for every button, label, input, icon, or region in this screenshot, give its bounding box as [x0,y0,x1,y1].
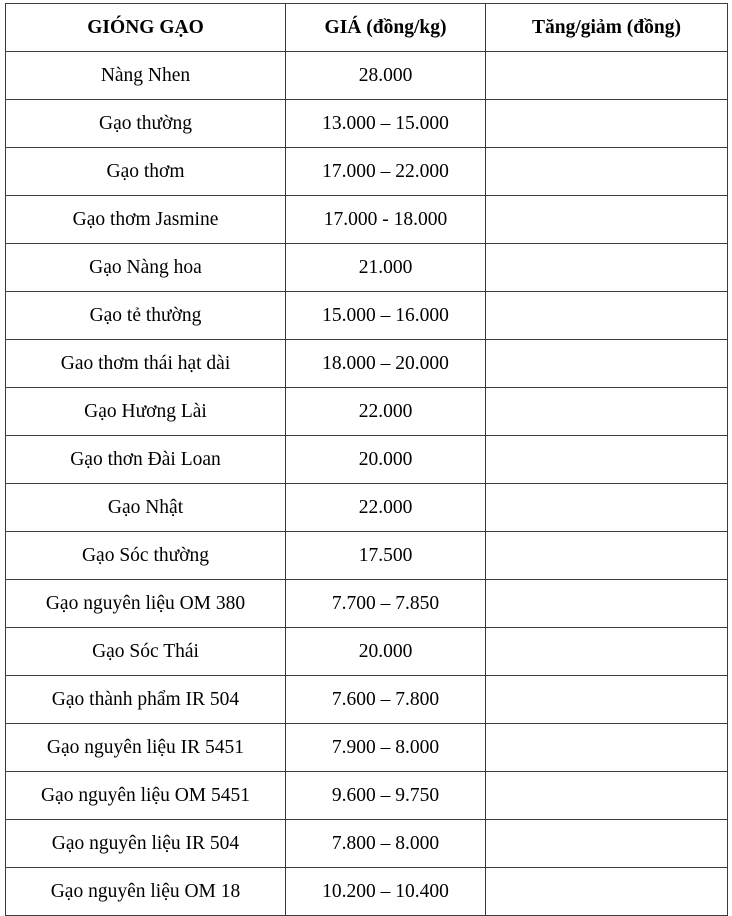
table-row [6,772,728,820]
cell-price: 13.000 – 15.000 [286,100,486,148]
cell-change [486,580,728,628]
table-row [6,580,728,628]
cell-rice-variety: Gạo thơm Jasmine [6,196,286,244]
cell-price: 20.000 [286,436,486,484]
cell-price: 17.500 [286,532,486,580]
cell-price: 7.600 – 7.800 [286,676,486,724]
cell-change [486,628,728,676]
cell-change [486,676,728,724]
cell-rice-variety: Gạo nguyên liệu OM 380 [6,580,286,628]
table-row [6,820,728,868]
table-row [6,388,728,436]
table-row [6,724,728,772]
cell-change [486,868,728,916]
cell-price: 17.000 - 18.000 [286,196,486,244]
table-row [6,52,728,100]
rice-price-table [5,3,728,916]
column-header-change: Tăng/giảm (đồng) [486,4,728,52]
cell-rice-variety: Gạo Sóc thường [6,532,286,580]
cell-price: 20.000 [286,628,486,676]
table-row [6,484,728,532]
table-row [6,244,728,292]
cell-rice-variety: Gạo thơm [6,148,286,196]
cell-price: 7.800 – 8.000 [286,820,486,868]
cell-change [486,196,728,244]
cell-rice-variety: Gao thơm thái hạt dài [6,340,286,388]
column-header-rice-variety: GIÓNG GẠO [6,4,286,52]
cell-change [486,772,728,820]
table-row [6,292,728,340]
cell-rice-variety: Gạo nguyên liệu OM 5451 [6,772,286,820]
cell-change [486,340,728,388]
table-row [6,100,728,148]
cell-price: 22.000 [286,388,486,436]
table-body [6,52,728,916]
cell-rice-variety: Gạo thường [6,100,286,148]
table-row [6,868,728,916]
table-row [6,148,728,196]
cell-rice-variety: Gạo nguyên liệu IR 5451 [6,724,286,772]
cell-price: 7.700 – 7.850 [286,580,486,628]
cell-rice-variety: Gạo nguyên liệu OM 18 [6,868,286,916]
table-row [6,340,728,388]
cell-change [486,52,728,100]
cell-rice-variety: Gạo Nhật [6,484,286,532]
cell-change [486,100,728,148]
cell-change [486,148,728,196]
cell-price: 15.000 – 16.000 [286,292,486,340]
table-row [6,628,728,676]
cell-change [486,484,728,532]
cell-rice-variety: Gạo thơn Đài Loan [6,436,286,484]
table-row [6,532,728,580]
cell-rice-variety: Gạo tẻ thường [6,292,286,340]
cell-price: 9.600 – 9.750 [286,772,486,820]
cell-price: 10.200 – 10.400 [286,868,486,916]
cell-change [486,388,728,436]
cell-price: 17.000 – 22.000 [286,148,486,196]
cell-price: 22.000 [286,484,486,532]
cell-change [486,820,728,868]
cell-rice-variety: Nàng Nhen [6,52,286,100]
cell-rice-variety: Gạo Hương Lài [6,388,286,436]
cell-change [486,244,728,292]
table-row [6,196,728,244]
cell-rice-variety: Gạo nguyên liệu IR 504 [6,820,286,868]
cell-rice-variety: Gạo Nàng hoa [6,244,286,292]
table-header-row [6,4,728,52]
cell-price: 28.000 [286,52,486,100]
cell-rice-variety: Gạo Sóc Thái [6,628,286,676]
cell-change [486,436,728,484]
cell-price: 7.900 – 8.000 [286,724,486,772]
cell-price: 18.000 – 20.000 [286,340,486,388]
table-row [6,676,728,724]
column-header-price: GIÁ (đồng/kg) [286,4,486,52]
cell-change [486,724,728,772]
table-row [6,436,728,484]
cell-rice-variety: Gạo thành phẩm IR 504 [6,676,286,724]
cell-change [486,292,728,340]
cell-price: 21.000 [286,244,486,292]
cell-change [486,532,728,580]
rice-price-table-container [0,3,732,911]
table-header [6,4,728,52]
